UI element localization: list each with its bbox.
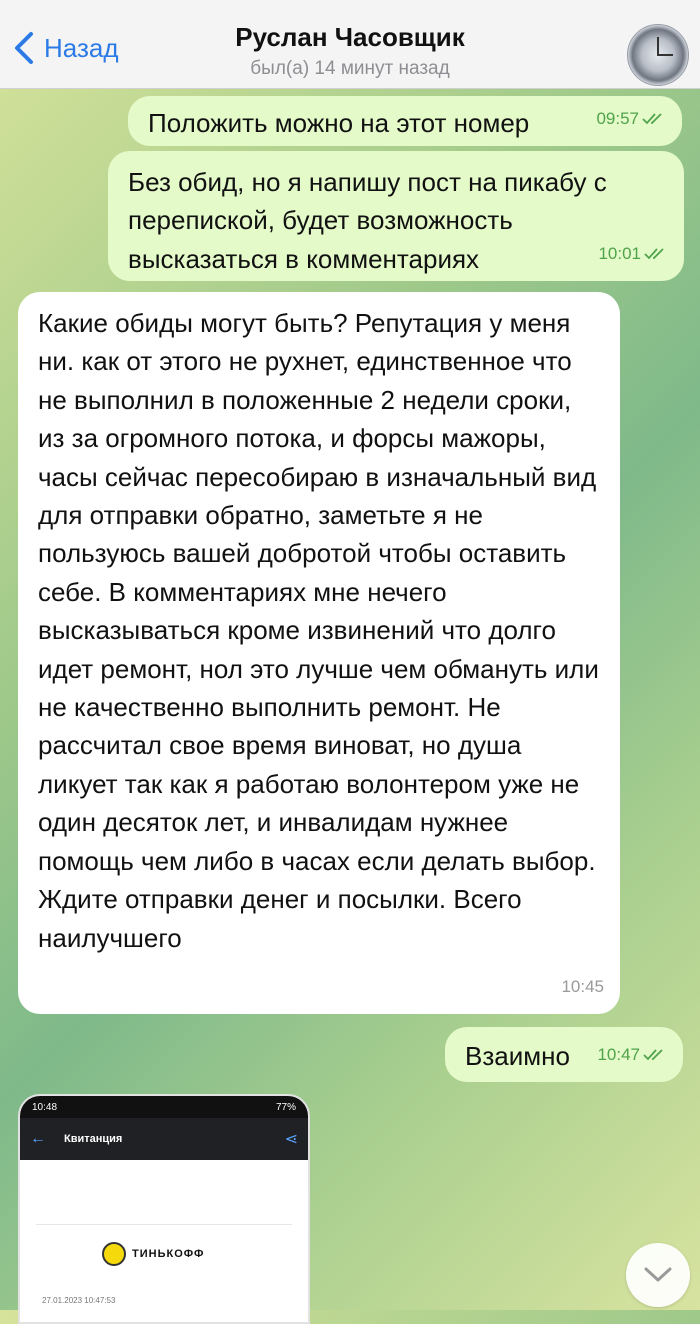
scroll-down-button[interactable] [626, 1243, 690, 1307]
chat-header [0, 0, 700, 89]
back-label: Назад [44, 32, 119, 63]
contact-name[interactable]: Руслан Часовщик [235, 22, 465, 52]
photo-status-bar [20, 1096, 308, 1118]
message-text: Какие обиды могут быть? Репутация у меня ни. как от этого не рухнет, единственное что не выполнил в положенные 2 недели сроки, из за огромного потока, и форсы мажоры, часы сейчас пересобираю в изначальный вид для отправки обратно, заметьте я не пользуюсь вашей добротой чтобы оставить себе. В комментариях мне нечего высказываться кроме извинений что долго идет ремонт, нол это лучше чем обмануть или не качественно выполнить ремонт. Не рассчитал свое время виноват, но душа ликует так как я работаю волонтером уже не один десяток лет, и инвалидам нужнее помощь чем либо в часах если делать выбор. Ждите отправки денег и посылки. Всего наилучшего [38, 308, 599, 953]
photo-status-battery: 77% [275, 1101, 296, 1113]
message-bubble-outgoing[interactable] [108, 151, 684, 281]
message-bubble-outgoing[interactable] [445, 1027, 683, 1082]
watch-hand-icon [657, 54, 673, 56]
share-icon: ⋖ [284, 1131, 298, 1148]
photo-message[interactable] [18, 1094, 310, 1324]
photo-app-bar [20, 1118, 308, 1160]
bank-brand: ТИНЬКОФФ [132, 1248, 205, 1260]
message-text: Взаимно [465, 1041, 570, 1071]
message-time: 10:45 [561, 976, 604, 996]
arrow-left-icon: ← [30, 1130, 46, 1147]
message-time: 10:01 [598, 243, 641, 263]
divider [36, 1224, 292, 1225]
message-bubble-outgoing[interactable] [128, 96, 682, 146]
double-check-icon [644, 247, 668, 261]
photo-status-time: 10:48 [32, 1101, 58, 1113]
message-meta [561, 968, 604, 1006]
message-meta [597, 1036, 667, 1074]
avatar[interactable] [627, 24, 689, 86]
watch-hand-icon [657, 37, 659, 55]
message-meta [596, 100, 666, 138]
double-check-icon [642, 112, 666, 126]
last-seen-status: был(а) 14 минут назад [250, 58, 450, 79]
message-bubble-incoming[interactable] [18, 292, 620, 1014]
double-check-icon [643, 1048, 667, 1062]
message-time: 10:47 [597, 1044, 640, 1064]
message-text: Положить можно на этот номер [148, 108, 530, 138]
bank-emblem-icon [102, 1242, 126, 1266]
chevron-down-icon [643, 1266, 673, 1284]
message-time: 09:57 [596, 108, 639, 128]
receipt-date: 27.01.2023 10:47:53 [42, 1296, 116, 1305]
bank-logo [102, 1242, 204, 1266]
message-meta [598, 235, 668, 273]
photo-screen-title: Квитанция [64, 1133, 123, 1145]
message-text: Без обид, но я напишу пост на пикабу с перепиской, будет возможность высказаться в комментариях [128, 167, 607, 274]
